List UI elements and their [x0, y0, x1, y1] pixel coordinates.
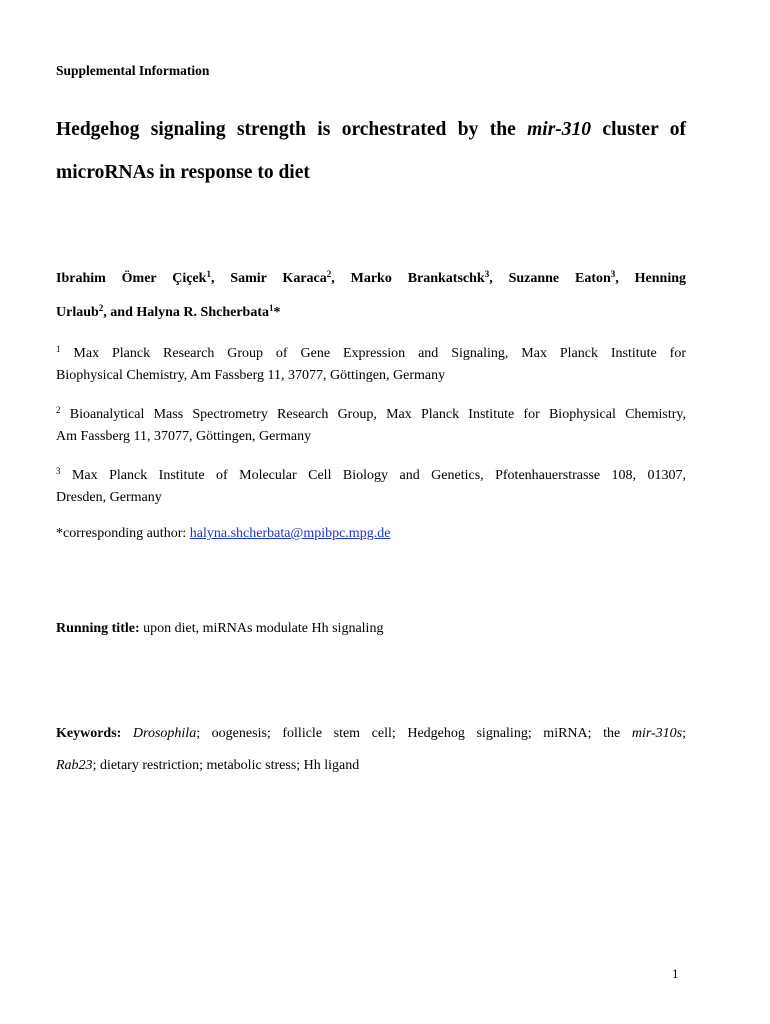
- affiliation-text: Max Planck Research Group of Gene Expression and Signaling, Max Planck Institute for: [73, 346, 686, 361]
- affiliation-text: Bioanalytical Mass Spectrometry Research Group, Max Planck Institute for Biophysical Chemistry,: [69, 407, 686, 422]
- keywords-text: ; dietary restriction; metabolic stress; Hh ligand: [92, 758, 360, 773]
- author-affil-sup: 1: [206, 269, 211, 279]
- keywords-line-1: [56, 718, 686, 750]
- affiliation-text: Max Planck Institute of Molecular Cell Biology and Genetics, Pfotenhauerstrasse 108, 01307,: [71, 468, 687, 483]
- affiliation-text: Biophysical Chemistry, Am Fassberg 11, 37077, Göttingen, Germany: [56, 368, 446, 383]
- supplemental-header: Supplemental Information: [56, 63, 210, 78]
- keyword-italic: Drosophila: [132, 726, 197, 741]
- affiliation-line: [56, 343, 686, 365]
- author-name: , Samir Karaca: [210, 271, 327, 286]
- author-name: Urlaub: [56, 305, 99, 320]
- author-affil-sup: 1: [269, 303, 274, 313]
- affiliation-2: [56, 404, 686, 448]
- author-name: , Henning: [615, 271, 687, 286]
- affiliation-line: [56, 465, 686, 487]
- running-title-label: Running title:: [56, 621, 140, 636]
- keywords-line-2: [56, 758, 359, 773]
- title-italic: mir-310: [527, 119, 592, 140]
- title-line-1: [56, 108, 686, 151]
- keywords: [56, 718, 686, 782]
- title-text-1: Hedgehog signaling strength is orchestrated by the: [56, 119, 528, 140]
- author-list: [56, 262, 686, 330]
- running-title-text: upon diet, miRNAs modulate Hh signaling: [139, 621, 384, 636]
- author-affil-sup: 3: [484, 269, 490, 279]
- author-name: , Suzanne Eaton: [489, 271, 611, 286]
- affiliation-1: [56, 343, 686, 387]
- keyword-italic: Rab23: [56, 758, 93, 773]
- paper-title: [56, 108, 686, 194]
- affiliation-text: Dresden, Germany: [56, 490, 162, 505]
- author-affil-sup: 2: [326, 269, 332, 279]
- corresponding-label: *corresponding author:: [56, 526, 190, 541]
- corresponding-star: *: [273, 305, 281, 320]
- keywords-text: ;: [682, 726, 686, 741]
- affiliation-number: 3: [56, 466, 61, 476]
- author-affil-sup: 3: [610, 269, 616, 279]
- author-line-1: [56, 262, 686, 296]
- keyword-italic: mir-310s: [631, 726, 683, 741]
- page-number: 1: [672, 966, 679, 981]
- keywords-label: Keywords:: [56, 726, 122, 741]
- affiliation-number: 1: [56, 344, 61, 354]
- affiliation-number: 2: [56, 405, 61, 415]
- email-link[interactable]: halyna.shcherbata@mpibpc.mpg.de: [189, 526, 391, 541]
- affiliation-text: Am Fassberg 11, 37077, Göttingen, Germany: [56, 429, 312, 444]
- author-name: , and Halyna R. Shcherbata: [103, 305, 269, 320]
- title-line-2: microRNAs in response to diet: [56, 162, 310, 183]
- title-text-2: cluster of: [591, 119, 686, 140]
- keywords-text: ; oogenesis; follicle stem cell; Hedgehog signaling; miRNA; the: [196, 726, 632, 741]
- author-affil-sup: 2: [98, 303, 104, 313]
- running-title: [56, 621, 686, 637]
- affiliation-line: [56, 404, 686, 426]
- corresponding-author: [56, 526, 686, 542]
- affiliation-3: [56, 465, 686, 509]
- author-name: Ibrahim Ömer Çiçek: [56, 271, 207, 286]
- author-line-2: [56, 305, 281, 320]
- author-name: , Marko Brankatschk: [331, 271, 485, 286]
